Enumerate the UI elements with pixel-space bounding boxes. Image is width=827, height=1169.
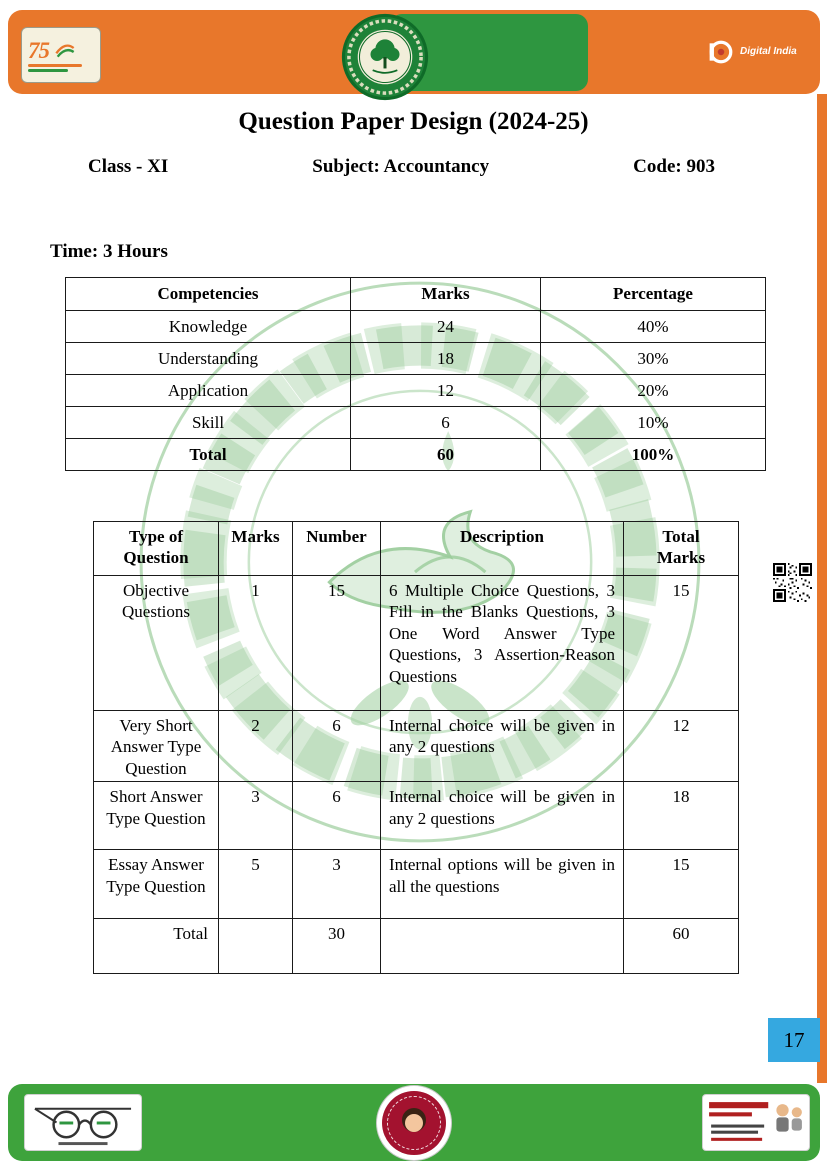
digital-india-d-icon [708, 39, 734, 65]
percentage-cell: 40% [541, 311, 766, 343]
percentage-cell: 100% [541, 439, 766, 471]
shiksha-ka-adhikar-logo [702, 1094, 810, 1151]
girl-face-icon [405, 1114, 423, 1132]
question-design-table [93, 521, 739, 974]
gandhi-glasses-icon [27, 1097, 139, 1148]
subject-info-row [88, 156, 715, 178]
haryana-board-seal-logo [341, 13, 429, 101]
total-marks-cell: 15 [624, 576, 739, 711]
right-edge-stripe [817, 94, 827, 1083]
page-number-badge [768, 1018, 820, 1062]
india-flag-swoosh-icon [52, 40, 78, 60]
rte-children-icon [705, 1097, 807, 1148]
description-cell: Internal options will be given in all the questions [381, 850, 624, 919]
question-type-cell: Objective Questions [94, 576, 219, 711]
percentage-header: Percentage [541, 278, 766, 311]
competency-cell: Knowledge [66, 311, 351, 343]
question-type-cell: Short Answer Type Question [94, 782, 219, 850]
number-cell: 6 [293, 711, 381, 782]
code-label: Code: 903 [633, 156, 715, 177]
question-type-cell: Essay Answer Type Question [94, 850, 219, 919]
description-cell: Internal choice will be given in any 2 questions [381, 711, 624, 782]
marks-cell: 1 [219, 576, 293, 711]
description-header: Description [381, 522, 624, 576]
table-total-row [94, 919, 739, 974]
table-row [66, 311, 766, 343]
logo-hindi-text-line [28, 69, 68, 72]
table-row [66, 375, 766, 407]
competencies-header: Competencies [66, 278, 351, 311]
table-row [94, 850, 739, 919]
marks-cell: 12 [351, 375, 541, 407]
swachh-bharat-logo [24, 1094, 142, 1151]
page-number: 17 [783, 1027, 805, 1052]
marks-cell: 5 [219, 850, 293, 919]
number-cell: 6 [293, 782, 381, 850]
number-header: Number [293, 522, 381, 576]
marks-cell: 24 [351, 311, 541, 343]
type-of-question-header: Type of Question [94, 522, 219, 576]
number-cell: 3 [293, 850, 381, 919]
header-bar [8, 10, 820, 94]
marks-cell [219, 919, 293, 974]
marks-cell: 60 [351, 439, 541, 471]
percentage-cell: 30% [541, 343, 766, 375]
table-header-row [94, 522, 739, 576]
question-type-cell: Very Short Answer Type Question [94, 711, 219, 782]
footer-bar [8, 1084, 820, 1161]
table-row [94, 711, 739, 782]
description-cell [381, 919, 624, 974]
logo-hindi-text-line [28, 64, 82, 67]
beti-circle [382, 1091, 446, 1155]
marks-cell: 6 [351, 407, 541, 439]
logo-75-text: 75 [28, 37, 49, 63]
class-label: Class - XI [88, 156, 169, 177]
marks-header: Marks [351, 278, 541, 311]
competency-cell: Skill [66, 407, 351, 439]
competency-cell: Understanding [66, 343, 351, 375]
description-cell: Internal choice will be given in any 2 questions [381, 782, 624, 850]
number-cell: 15 [293, 576, 381, 711]
azadi-75-logo [21, 27, 101, 83]
competency-cell: Application [66, 375, 351, 407]
competencies-table [65, 277, 766, 471]
marks-cell: 3 [219, 782, 293, 850]
time-label: Time: 3 Hours [50, 241, 168, 262]
total-marks-cell: 15 [624, 850, 739, 919]
total-marks-cell: 12 [624, 711, 739, 782]
question-type-cell: Total [94, 919, 219, 974]
digital-india-text: Digital India [740, 46, 797, 58]
percentage-cell: 20% [541, 375, 766, 407]
marks-cell: 2 [219, 711, 293, 782]
table-header-row [66, 278, 766, 311]
table-row [66, 343, 766, 375]
girl-hair-icon [402, 1108, 426, 1132]
competency-cell: Total [66, 439, 351, 471]
azadi-75-logo-row [28, 39, 94, 62]
table-row [94, 782, 739, 850]
subject-label: Subject: Accountancy [312, 156, 490, 177]
total-marks-cell: 18 [624, 782, 739, 850]
table-row [94, 576, 739, 711]
number-cell: 30 [293, 919, 381, 974]
total-marks-cell: 60 [624, 919, 739, 974]
percentage-cell: 10% [541, 407, 766, 439]
page-title: Question Paper Design (2024-25) [238, 108, 589, 135]
table-row [66, 407, 766, 439]
marks-cell: 18 [351, 343, 541, 375]
table-total-row [66, 439, 766, 471]
beti-bachao-beti-padhao-logo [377, 1086, 451, 1160]
total-marks-header: Total Marks [624, 522, 739, 576]
description-cell: 6 Multiple Choice Questions, 3 Fill in the Blanks Questions, 3 One Word Answer Type Questions, 3 Assertion-Reason Questions [381, 576, 624, 711]
qr-code [773, 563, 812, 602]
digital-india-logo [708, 32, 804, 72]
marks-header: Marks [219, 522, 293, 576]
